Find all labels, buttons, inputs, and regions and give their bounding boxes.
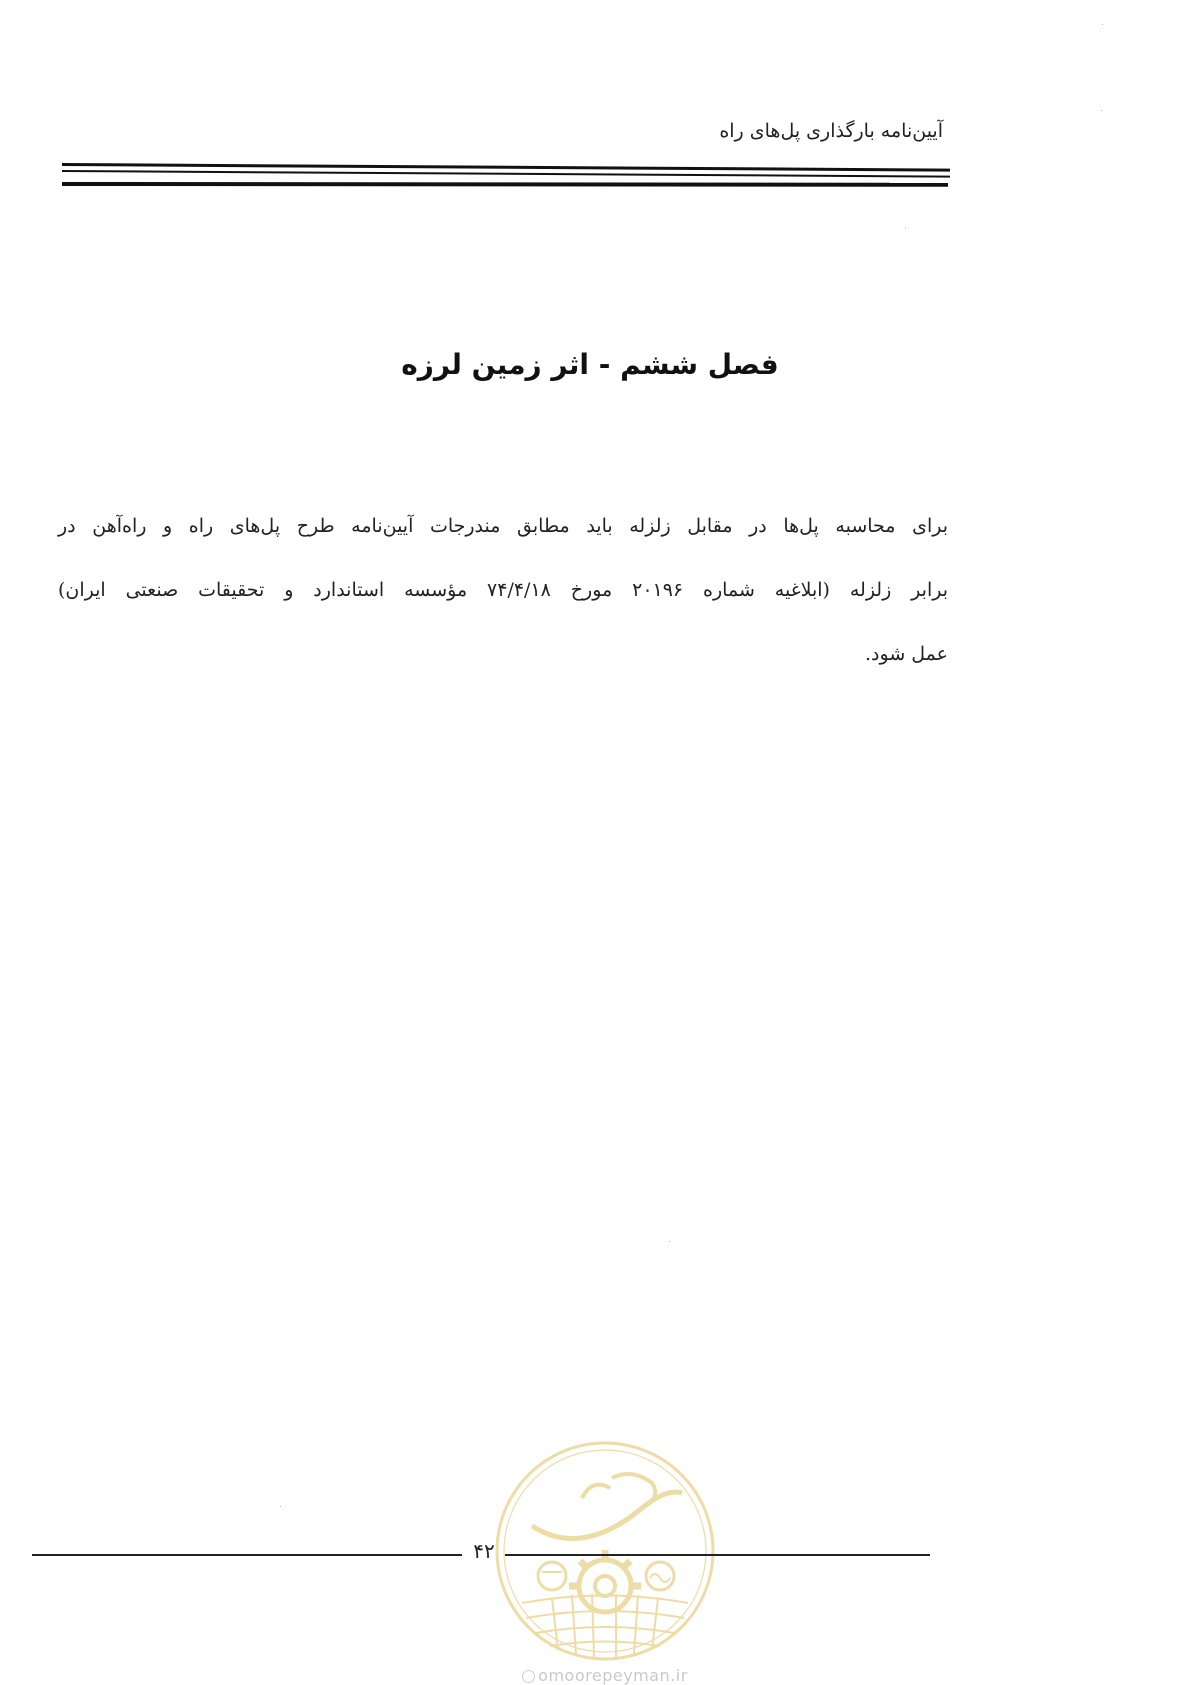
body-line-3: عمل شود. [865, 643, 948, 665]
watermark-site: omoorepeyman.ir [538, 1666, 688, 1685]
chapter-title: فصل ششم - اثر زمین لرزه [401, 348, 779, 381]
scan-speck [1102, 24, 1103, 25]
page-number: ۴۲ [473, 1539, 495, 1563]
footer-rule-left [32, 1554, 462, 1556]
watermark-seal-icon [492, 1438, 718, 1664]
scan-speck [905, 227, 906, 228]
body-paragraph [58, 494, 948, 686]
watermark-url [495, 1666, 715, 1685]
header-rule-thin-second [62, 170, 950, 178]
scan-speck [280, 1506, 281, 1507]
footer-rule-right [505, 1554, 930, 1556]
body-line-1: برای محاسبه پل‌ها در مقابل زلزله باید مطابق مندرجات آیین‌نامه طرح پل‌های راه و راه‌آهن در [58, 515, 948, 537]
running-header: آیین‌نامه بارگذاری پل‌های راه [719, 120, 943, 142]
body-line-2: برابر زلزله (ابلاغیه شماره ۲۰۱۹۶ مورخ ۷۴/۴/۱۸ مؤسسه استاندارد و تحقیقات صنعتی ایران) [58, 579, 948, 601]
scan-speck [669, 1241, 670, 1242]
scan-speck [1101, 110, 1102, 111]
globe-icon [522, 1670, 535, 1683]
header-rule-thick [62, 182, 948, 187]
